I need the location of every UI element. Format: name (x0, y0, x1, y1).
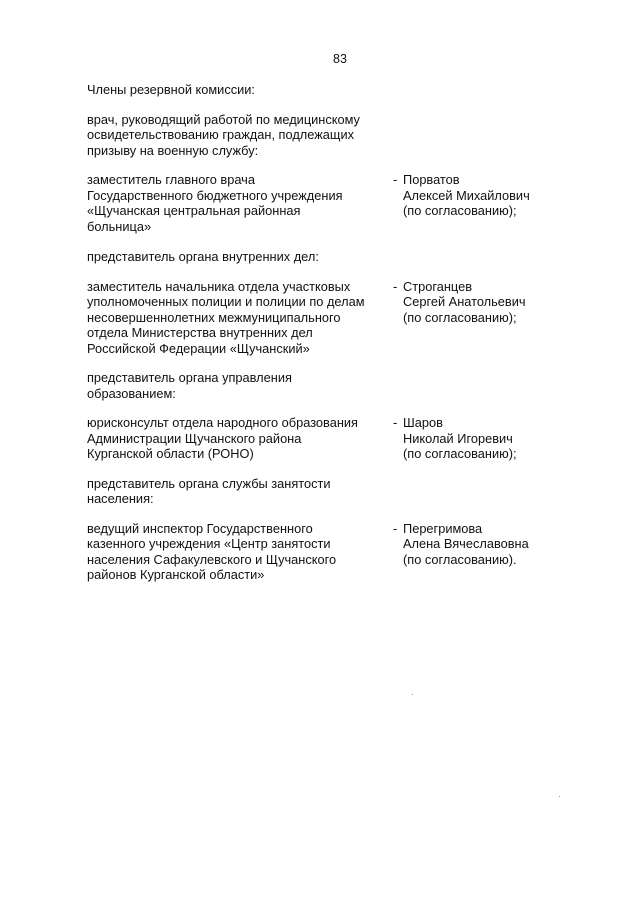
member-position: заместитель начальника отдела участковых уполномоченных полиции и полиции по делам несовершеннолетних межмуниципального отдела Министерства внутренних дел Российской Федерации «Щучанский» (87, 278, 365, 356)
scan-speck (412, 694, 413, 695)
member-position: юрисконсульт отдела народного образования Администрации Щучанского района Курганской области (РОНО) (87, 415, 358, 461)
member-person (393, 172, 557, 219)
member-row-medical (87, 172, 557, 234)
section-title: Члены резервной комиссии: (87, 82, 255, 97)
member-dash: - (393, 172, 398, 187)
group-heading-education: представитель органа управления образованием: (87, 370, 292, 401)
member-name: Перегримова Алена Вячеславовна (по согласованию). (403, 520, 529, 567)
group-heading-employment: представитель органа службы занятости населения: (87, 475, 331, 506)
member-name: Строганцев Сергей Анатольевич (по согласованию); (403, 278, 526, 325)
member-dash: - (393, 415, 398, 430)
member-name: Порватов Алексей Михайлович (по согласованию); (403, 172, 530, 218)
member-person (393, 521, 557, 568)
group-heading-police: представитель органа внутренних дел: (87, 249, 319, 264)
scan-speck (559, 796, 560, 797)
member-row-education (87, 415, 557, 462)
member-row-employment (87, 521, 557, 583)
document-body (87, 82, 557, 583)
member-dash: - (393, 520, 398, 536)
member-position: ведущий инспектор Государственного казенного учреждения «Центр занятости населения Сафакулевского и Щучанского районов Курганской области» (87, 520, 337, 582)
page-number: 83 (333, 52, 347, 66)
member-person (393, 415, 557, 462)
member-row-police (87, 279, 557, 357)
member-name: Шаров Николай Игоревич (по согласованию); (403, 415, 517, 461)
member-dash: - (393, 278, 398, 294)
member-person (393, 279, 557, 326)
member-position: заместитель главного врача Государственного бюджетного учреждения «Щучанская центральная районная больница» (87, 172, 343, 234)
group-heading-medical: врач, руководящий работой по медицинскому освидетельствованию граждан, подлежащих призыву на военную службу: (87, 111, 360, 158)
